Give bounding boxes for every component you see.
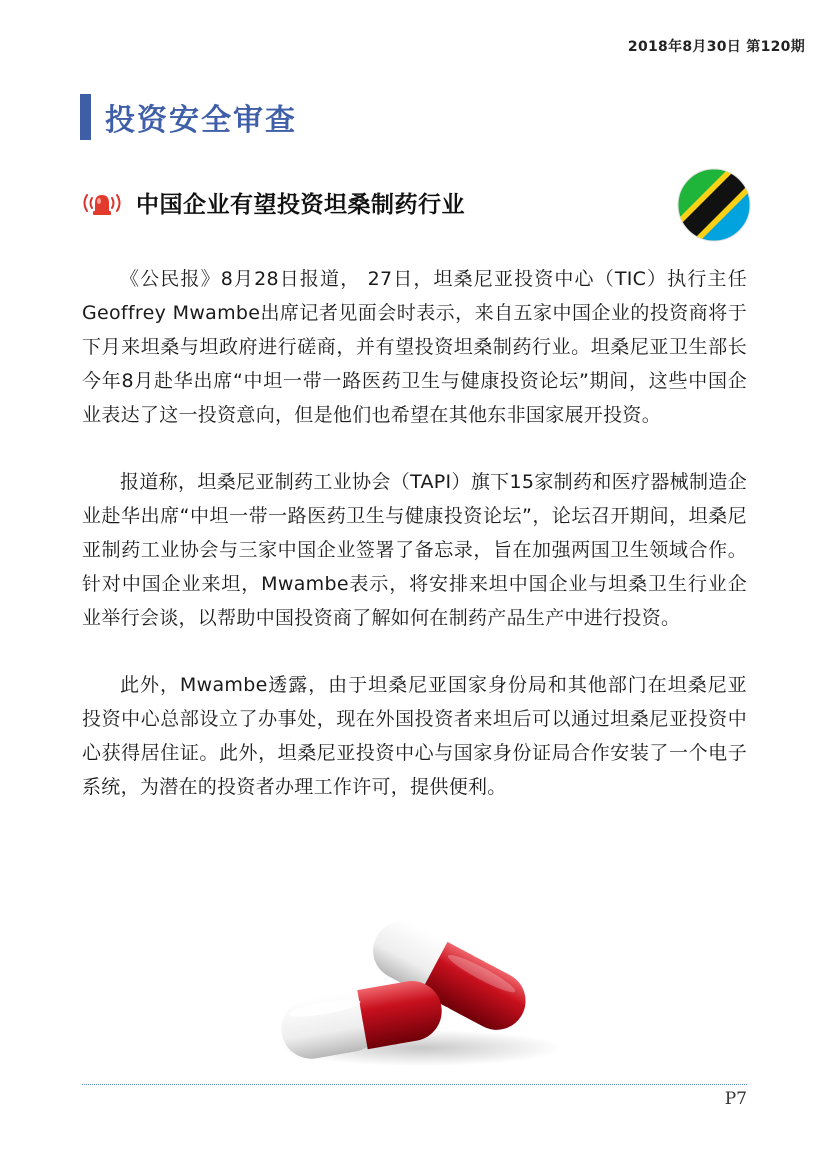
article-headline bbox=[80, 186, 465, 219]
article-body bbox=[82, 262, 747, 837]
issue-date: 2018年8月30日 第120期 bbox=[627, 39, 805, 55]
article-paragraph: 《公民报》8月28日报道， 27日，坦桑尼亚投资中心（TIC）执行主任Geoffrey Mwambe出席记者见面会时表示，来自五家中国企业的投资商将于下月来坦桑与坦政府进行磋商，并有望投资坦桑制药行业。坦桑尼亚卫生部长今年8月赴华出席“中坦一带一路医药卫生与健康投资论坛”期间，这些中国企业表达了这一投资意向，但是他们也希望在其他东非国家展开投资。 bbox=[82, 268, 747, 426]
page-number: P7 bbox=[724, 1089, 747, 1109]
footer-divider bbox=[82, 1084, 747, 1085]
section-heading bbox=[80, 94, 297, 140]
alarm-bell-icon bbox=[80, 187, 124, 219]
section-title: 投资安全审查 bbox=[105, 103, 297, 138]
article-paragraph: 此外，Mwambe透露，由于坦桑尼亚国家身份局和其他部门在坦桑尼亚投资中心总部设立了办事处，现在外国投资者来坦后可以通过坦桑尼亚投资中心获得居住证。此外，坦桑尼亚投资中心与国家身份证局合作安装了一个电子系统，为潜在的投资者办理工作许可，提供便利。 bbox=[82, 674, 747, 798]
tanzania-flag bbox=[677, 168, 751, 242]
capsule-pills-illustration bbox=[272, 896, 562, 1071]
headline-title: 中国企业有望投资坦桑制药行业 bbox=[136, 192, 465, 218]
article-paragraph: 报道称，坦桑尼亚制药工业协会（TAPI）旗下15家制药和医疗器械制造企业赴华出席“中坦一带一路医药卫生与健康投资论坛”，论坛召开期间，坦桑尼亚制药工业协会与三家中国企业签署了备忘录，旨在加强两国卫生领域合作。针对中国企业来坦，Mwambe表示，将安排来坦中国企业与坦桑卫生行业企业举行会谈，以帮助中国投资商了解如何在制药产品生产中进行投资。 bbox=[82, 471, 747, 629]
section-accent-bar bbox=[80, 94, 91, 140]
